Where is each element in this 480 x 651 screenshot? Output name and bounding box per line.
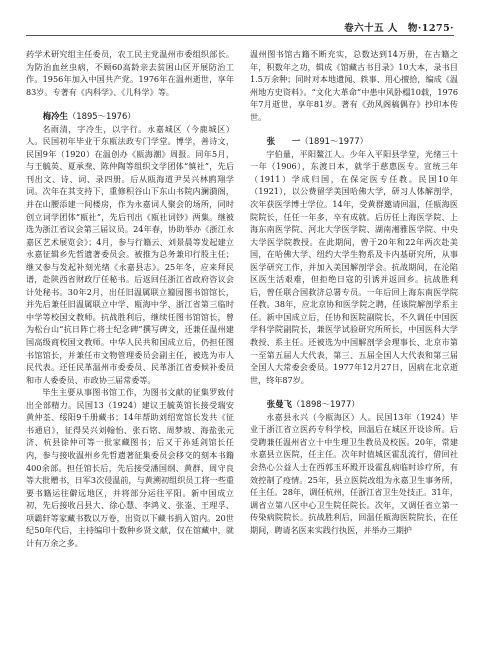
left-column bbox=[26, 48, 234, 549]
entry-paragraph: 永嘉县永兴（今瓯海区）人。民国13年（1924）毕业于浙江省立医药专科学校，回温后在城区开设诊所。后受聘兼任温州省立十中生理卫生教员及校医。20年，常建永嘉县立医院，任主任。次年时值城区霍乱流行，借回社会热心公益人士在西郭玉环殿开设霍乱病临时诊疗所，有效控制了疫情。25年，县立医院改组为永嘉卫生事务所，任主任。28年，调任杭州，任浙江省卫生处技正。31年，调省立第八区中心卫生院任院长。次年，又调任省立第一传染病院院长。抗战胜利后，回温任瓯海医院院长，在任期间，聘请名医来实践行执医，并举办三期护 bbox=[250, 411, 458, 535]
page-header bbox=[26, 20, 454, 34]
entry-dates: （1895～1976） bbox=[67, 111, 136, 122]
entry-heading bbox=[250, 135, 458, 148]
left-lead-paragraph: 药学术研究组主任委员，农工民主党温州市委组织部长。为防治血丝虫病，不顾60高龄亲去贫困山区开展防治工作。1956年加入中国共产党。1976年在温州逝世，享年83岁。专著有《内科学》、《儿科学》等。 bbox=[26, 49, 234, 97]
right-column bbox=[250, 48, 458, 536]
entry-dates: （1898～1977） bbox=[291, 399, 360, 410]
entry-dates: （1891～1977） bbox=[300, 136, 369, 147]
entry-name: 张 一 bbox=[266, 136, 301, 147]
entry-paragraph: 字伯量，平阳鳌江人。少年入平阳县学堂，光绪三十一年（1906），东渡日本，就学于慈惠医专。宣统三年（1911）学成归国，在保定医专任教。民国10年（1921），以公费留学美国哈佛大学，研习人体解剖学，次年获医学博士学位。14年，受黄群邀请回温，任瓯海医院院长，任任一年多，卒有成就。后历任上海医学院、上海东南医学院、河北大学医学院、湖南湘雅医学院、中央大学医学院教授。在此期间，曾于20年和22年两次赴美国，在哈佛大学、纽约大学生物系及卡内基研究所，从事医学研究工作，并加入美国解剖学会。抗战期间，在沦陷区医生活艰难，但拒绝日寇的引诱并返回乡。抗战胜利后，曾任联合国救济总署专员。一年后回上海东南医学院任教。38年，应北京协和医学院之聘，任该院解剖学系主任。新中国成立后，任协和医院副院长，不久调任中国医学科学院副院长，兼医学试验研究所所长，中国医科大学教授、系主任。还被选为中国解剖学会理事长、北京市第一至第五届人大代表，第三、五届全国人大代表和第三届全国人大常委会委员。1977年12月27日，因病在北京逝世，终年87岁。 bbox=[250, 148, 458, 385]
entry-heading bbox=[26, 110, 234, 123]
entry-heading bbox=[250, 398, 458, 411]
entry-paragraph: 名雨清，字冷生，以字行。永嘉城区（今鹿城区）人。民国初年毕业于东瓯法政专门学堂。博学，善诗文，民国9年（1920）在温创办《瓯海潮》周报。同年5月，与王毓英、夏承焘、陈仲陶等组织文学团体“慎社”，先后刊出文、诗、词、录四册。后从瓯海道尹吴兴林鸥翔学词。次年在其支持下，重修积谷山下东山书院内澜漪阁，并在山腰添建一间楼房，作为永嘉词人聚会的场所，同时创立词学团体“瓯社”，先后刊出《瓯社词钞》两集。继被选为浙江省议会第三届议员。24年春，协助举办《浙江永嘉区艺术展览会》；4月，参与行籍云、刘景晨等发起建立永嘉征辑乡先哲遗著委员会。被推为总务兼印行股主任；继又参与发起补刻光绪《永嘉县志》。25年冬，应来拜民谱，赴陕西省财政厅任秘书。后返回任浙江省政府咨议会计处秘书。30年2月，出任旧温属联立籀园图书馆馆长，并先后兼任旧温属联立中学、瓯海中学、浙江省第三临时中学等校国文教师。抗战胜利后，继续任图书馆馆长，曾为松台山“抗日阵亡将士纪念碑”撰写碑文，还兼任温州建国高级商校国文教师。中华人民共和国成立后，仍担任图书馆馆长，并兼任市文物管理委员会副主任，被选为市人民代表。还任民革温州市委委员、民革浙江省委候补委员和市人委委员、市政协三届常委等。 bbox=[26, 123, 234, 385]
running-title: 卷六十五 人 物·1275· bbox=[344, 23, 454, 34]
header-rule bbox=[26, 35, 454, 36]
entry-name: 张曼飞 bbox=[266, 399, 292, 410]
entry-name: 梅冷生 bbox=[42, 111, 68, 122]
entry-paragraph: 毕生主要从事图书馆工作，为图书文献的征集罗致付出全部精力。民国13（1924）建议王毓英馆长接受瑞安黄仲荃、绥阳9千册藏书；14年帮助刘绍宽馆长发共《征书通启》，征得吴兴刘翰怡、张石铭、周梦坡、海盐张元济、杭县徐仲可等一批家藏图书；后又于孙延剑馆长任内，参与接收温州乡先哲遗著征集委员会移交的刻本书籍400余部。担任馆长后，先后接受潘国纲、黄群、周守良等大批赠书，日军3次侵温前，与黄溯初组织员工将一些重要书籍运往僻远地区，并将部分运往平阳。新中国成立初，先后接收吕县大、徐心慧、李鸿义、张崟、王理孚、项霸轩等家藏书数以万卷，出资以下藏书捐入馆内。20世纪50年代后，主持编印十数种乡贤文献，仅在馆藏中，就计有万余之多。 bbox=[26, 387, 234, 548]
right-lead-paragraph: 温州图书馆古籍不断充实，总数达到14万册，在古籍之年，积数年之功，辑成《馆藏古书目录》10大本，录书目1.5万余种；同时对本地遗闻、轶事、用心擅拾，编成《温州地方史资料》。“文化大革命”中患中风卧榻10载，1976年7月逝世，享年81岁。著有《劲风阁稿偶存》抄印本传世。 bbox=[250, 49, 458, 122]
